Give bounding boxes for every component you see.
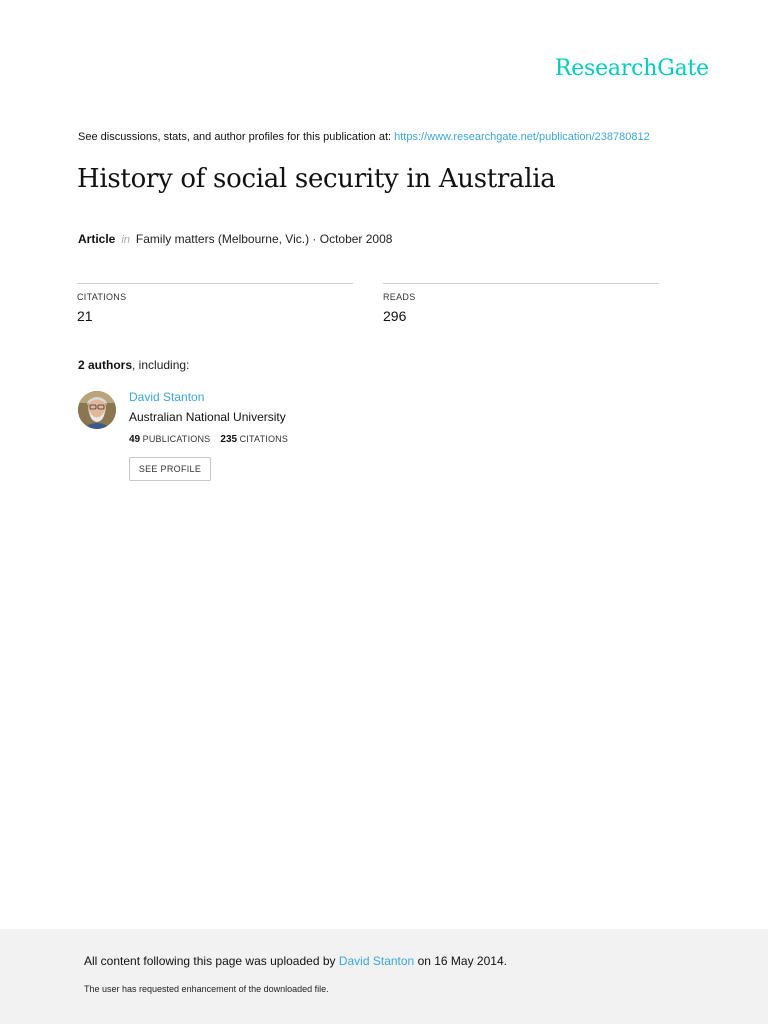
author-photo-icon bbox=[78, 391, 116, 429]
upload-info bbox=[84, 954, 507, 968]
publication-meta bbox=[78, 232, 392, 246]
author-publications-count: 49 bbox=[129, 434, 141, 445]
enhancement-note: The user has requested enhancement of the downloaded file. bbox=[84, 984, 329, 994]
upload-suffix: on 16 May 2014. bbox=[414, 954, 507, 968]
see-profile-button[interactable]: SEE PROFILE bbox=[129, 457, 211, 481]
citations-label: CITATIONS bbox=[77, 292, 127, 302]
reads-label: READS bbox=[383, 292, 416, 302]
author-citations-label: CITATIONS bbox=[239, 434, 289, 444]
author-affiliation: Australian National University bbox=[129, 410, 286, 424]
citations-stat bbox=[77, 283, 353, 324]
footer bbox=[0, 929, 768, 1024]
publication-type: Article bbox=[78, 232, 116, 246]
author-name-link[interactable]: David Stanton bbox=[129, 390, 205, 404]
citations-value: 21 bbox=[77, 308, 93, 324]
upload-prefix: All content following this page was uploaded by bbox=[84, 954, 339, 968]
venue-date: Family matters (Melbourne, Vic.) · October 2008 bbox=[135, 232, 393, 246]
author-stats bbox=[129, 434, 288, 445]
uploader-link[interactable]: David Stanton bbox=[338, 954, 415, 968]
discussion-prefix: See discussions, stats, and author profiles for this publication at: bbox=[78, 131, 395, 143]
authors-count: 2 authors bbox=[78, 358, 133, 372]
discussion-line bbox=[78, 131, 650, 143]
publication-title: History of social security in Australia bbox=[77, 164, 556, 194]
reads-stat bbox=[383, 283, 659, 324]
reads-value: 296 bbox=[383, 308, 407, 324]
authors-heading bbox=[78, 358, 189, 372]
authors-suffix: , including: bbox=[132, 358, 190, 372]
author-publications-label: PUBLICATIONS bbox=[142, 434, 211, 444]
in-label: in bbox=[121, 234, 130, 246]
publication-url-link[interactable]: https://www.researchgate.net/publication/238780812 bbox=[394, 131, 650, 143]
author-avatar[interactable] bbox=[78, 391, 116, 429]
researchgate-logo[interactable]: ResearchGate bbox=[554, 56, 709, 81]
author-citations-count: 235 bbox=[220, 434, 238, 445]
